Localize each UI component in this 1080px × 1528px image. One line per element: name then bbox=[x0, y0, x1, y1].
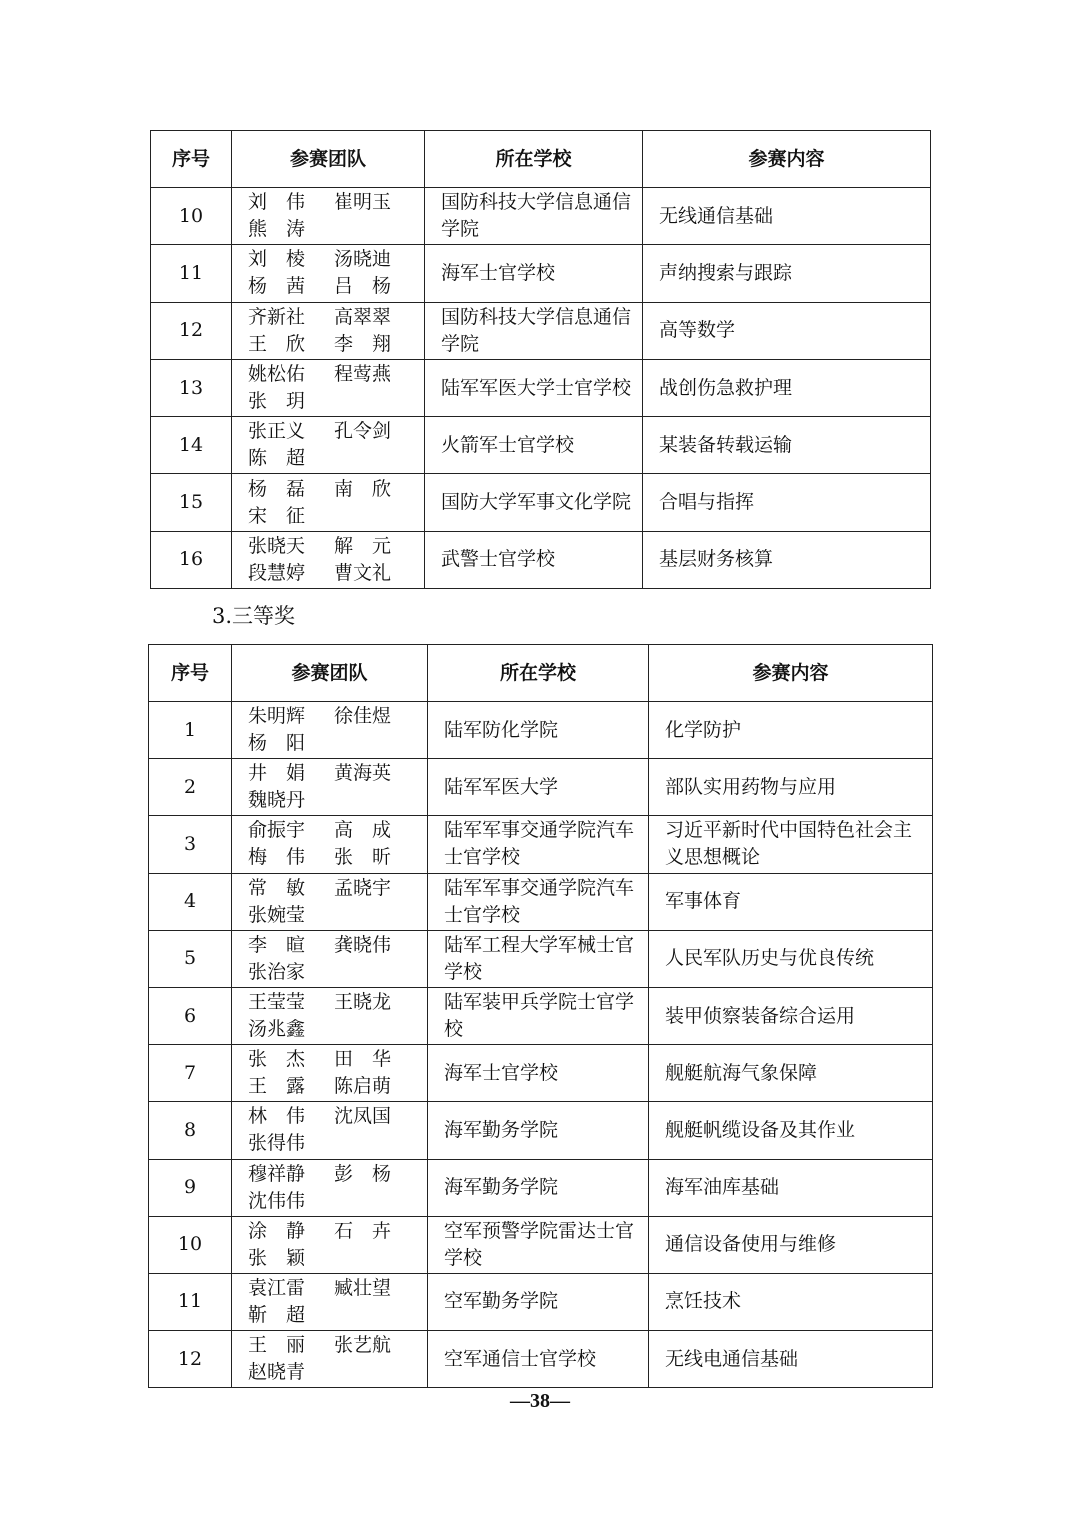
table-row bbox=[149, 1045, 933, 1102]
member-name: 张正义 bbox=[248, 420, 306, 443]
competition-content: 装甲侦察装备综合运用 bbox=[649, 987, 933, 1044]
team-line bbox=[248, 331, 424, 358]
team-line bbox=[248, 503, 424, 530]
table-body bbox=[149, 702, 933, 1388]
member-name: 王 欣 bbox=[248, 332, 306, 355]
school-name: 火箭军士官学校 bbox=[425, 417, 643, 474]
member-name: 魏晓丹 bbox=[248, 789, 306, 812]
competition-content: 舰艇帆缆设备及其作业 bbox=[649, 1102, 933, 1159]
member-name: 穆祥静 bbox=[248, 1162, 306, 1185]
member-name: 解 元 bbox=[334, 534, 392, 557]
member-name: 汤兆鑫 bbox=[248, 1018, 306, 1041]
team-line bbox=[248, 703, 427, 730]
table-header-row bbox=[149, 645, 933, 702]
competition-content: 无线通信基础 bbox=[643, 188, 931, 245]
row-number: 15 bbox=[151, 474, 232, 531]
member-name: 王莹莹 bbox=[248, 991, 306, 1014]
team-members bbox=[232, 245, 425, 302]
member-name: 王晓龙 bbox=[334, 991, 392, 1014]
header-school: 所在学校 bbox=[428, 645, 649, 702]
team-members bbox=[232, 816, 428, 873]
team-line bbox=[248, 1332, 427, 1359]
competition-content: 化学防护 bbox=[649, 702, 933, 759]
row-number: 12 bbox=[151, 302, 232, 359]
section-title-third-prize: 3.三等奖 bbox=[212, 604, 296, 628]
row-number: 11 bbox=[151, 245, 232, 302]
team-members bbox=[232, 474, 425, 531]
table-row bbox=[149, 759, 933, 816]
school-name: 陆军工程大学军械士官学校 bbox=[428, 930, 649, 987]
table-header-row bbox=[151, 131, 931, 188]
member-name: 石 卉 bbox=[334, 1219, 392, 1242]
member-name: 宋 征 bbox=[248, 504, 306, 527]
table-row bbox=[149, 816, 933, 873]
team-members bbox=[232, 359, 425, 416]
table-row bbox=[151, 188, 931, 245]
member-name: 南 欣 bbox=[334, 477, 392, 500]
team-line bbox=[248, 388, 424, 415]
awards-table-third-prize bbox=[148, 644, 933, 1388]
team-line bbox=[248, 1130, 427, 1157]
competition-content: 战创伤急救护理 bbox=[643, 359, 931, 416]
table-row bbox=[149, 1331, 933, 1388]
table-row bbox=[151, 359, 931, 416]
member-name: 陈启萌 bbox=[334, 1075, 392, 1098]
member-name: 崔明玉 bbox=[334, 191, 392, 214]
member-name: 田 华 bbox=[334, 1048, 392, 1071]
member-name: 臧壮望 bbox=[334, 1276, 392, 1299]
table-body bbox=[151, 188, 931, 589]
row-number: 11 bbox=[149, 1273, 232, 1330]
member-name: 齐新社 bbox=[248, 305, 306, 328]
team-line bbox=[248, 1188, 427, 1215]
member-name: 高翠翠 bbox=[334, 305, 392, 328]
header-team: 参赛团队 bbox=[232, 645, 428, 702]
awards-table-second-prize-continued bbox=[150, 130, 931, 589]
school-name: 陆军军医大学 bbox=[428, 759, 649, 816]
team-members bbox=[232, 1159, 428, 1216]
member-name: 张艺航 bbox=[334, 1334, 392, 1357]
header-team: 参赛团队 bbox=[232, 131, 425, 188]
team-line bbox=[248, 216, 424, 243]
member-name: 张 杰 bbox=[248, 1048, 306, 1071]
team-members bbox=[232, 417, 425, 474]
member-name: 赵晓青 bbox=[248, 1361, 306, 1384]
team-line bbox=[248, 1073, 427, 1100]
competition-content: 舰艇航海气象保障 bbox=[649, 1045, 933, 1102]
school-name: 国防大学军事文化学院 bbox=[425, 474, 643, 531]
member-name: 曹文礼 bbox=[334, 561, 392, 584]
team-line bbox=[248, 730, 427, 757]
table-row bbox=[151, 302, 931, 359]
team-members bbox=[232, 1273, 428, 1330]
member-name: 梅 伟 bbox=[248, 846, 306, 869]
member-name: 孔令剑 bbox=[334, 420, 392, 443]
table-row bbox=[149, 1102, 933, 1159]
table-row bbox=[151, 417, 931, 474]
school-name: 陆军军医大学士官学校 bbox=[425, 359, 643, 416]
row-number: 10 bbox=[149, 1216, 232, 1273]
team-line bbox=[248, 1016, 427, 1043]
team-line bbox=[248, 1302, 427, 1329]
table-row bbox=[149, 1159, 933, 1216]
school-name: 武警士官学校 bbox=[425, 531, 643, 588]
table-row bbox=[149, 987, 933, 1044]
member-name: 黄海英 bbox=[334, 762, 392, 785]
team-line bbox=[248, 1245, 427, 1272]
team-members bbox=[232, 873, 428, 930]
member-name: 张婉莹 bbox=[248, 903, 306, 926]
member-name: 李 暄 bbox=[248, 933, 306, 956]
team-members bbox=[232, 759, 428, 816]
team-line bbox=[248, 902, 427, 929]
member-name: 朱明辉 bbox=[248, 705, 306, 728]
team-line bbox=[248, 304, 424, 331]
row-number: 14 bbox=[151, 417, 232, 474]
team-line bbox=[248, 560, 424, 587]
team-members bbox=[232, 987, 428, 1044]
member-name: 林 伟 bbox=[248, 1105, 306, 1128]
member-name: 杨 阳 bbox=[248, 732, 306, 755]
school-name: 空军勤务学院 bbox=[428, 1273, 649, 1330]
team-line bbox=[248, 787, 427, 814]
header-school: 所在学校 bbox=[425, 131, 643, 188]
member-name: 李 翔 bbox=[334, 332, 392, 355]
row-number: 4 bbox=[149, 873, 232, 930]
school-name: 陆军防化学院 bbox=[428, 702, 649, 759]
school-name: 海军士官学校 bbox=[425, 245, 643, 302]
team-line bbox=[248, 1218, 427, 1245]
team-members bbox=[232, 1102, 428, 1159]
competition-content: 人民军队历史与优良传统 bbox=[649, 930, 933, 987]
team-line bbox=[248, 1161, 427, 1188]
competition-content: 烹饪技术 bbox=[649, 1273, 933, 1330]
school-name: 陆军装甲兵学院士官学校 bbox=[428, 987, 649, 1044]
member-name: 常 敏 bbox=[248, 876, 306, 899]
member-name: 王 露 bbox=[248, 1075, 306, 1098]
school-name: 空军预警学院雷达士官学校 bbox=[428, 1216, 649, 1273]
team-line bbox=[248, 875, 427, 902]
team-line bbox=[248, 273, 424, 300]
member-name: 高 成 bbox=[334, 819, 392, 842]
member-name: 刘 棱 bbox=[248, 248, 306, 271]
competition-content: 习近平新时代中国特色社会主义思想概论 bbox=[649, 816, 933, 873]
school-name: 陆军军事交通学院汽车士官学校 bbox=[428, 873, 649, 930]
member-name: 杨 磊 bbox=[248, 477, 306, 500]
header-content: 参赛内容 bbox=[649, 645, 933, 702]
team-line bbox=[248, 361, 424, 388]
header-no: 序号 bbox=[151, 131, 232, 188]
member-name: 沈伟伟 bbox=[248, 1189, 306, 1212]
header-no: 序号 bbox=[149, 645, 232, 702]
row-number: 2 bbox=[149, 759, 232, 816]
member-name: 涂 静 bbox=[248, 1219, 306, 1242]
table-row bbox=[149, 702, 933, 759]
school-name: 海军勤务学院 bbox=[428, 1159, 649, 1216]
team-line bbox=[248, 989, 427, 1016]
team-members bbox=[232, 302, 425, 359]
row-number: 8 bbox=[149, 1102, 232, 1159]
team-members bbox=[232, 930, 428, 987]
competition-content: 高等数学 bbox=[643, 302, 931, 359]
school-name: 海军士官学校 bbox=[428, 1045, 649, 1102]
competition-content: 基层财务核算 bbox=[643, 531, 931, 588]
member-name: 孟晓宇 bbox=[334, 876, 392, 899]
row-number: 1 bbox=[149, 702, 232, 759]
member-name: 汤晓迪 bbox=[334, 248, 392, 271]
table-row bbox=[149, 873, 933, 930]
team-line bbox=[248, 817, 427, 844]
team-line bbox=[248, 932, 427, 959]
school-name: 陆军军事交通学院汽车士官学校 bbox=[428, 816, 649, 873]
member-name: 吕 杨 bbox=[334, 275, 392, 298]
member-name: 刘 伟 bbox=[248, 191, 306, 214]
school-name: 国防科技大学信息通信学院 bbox=[425, 188, 643, 245]
member-name: 王 丽 bbox=[248, 1334, 306, 1357]
team-line bbox=[248, 418, 424, 445]
team-line bbox=[248, 189, 424, 216]
team-members bbox=[232, 1045, 428, 1102]
team-line bbox=[248, 1103, 427, 1130]
team-line bbox=[248, 246, 424, 273]
row-number: 5 bbox=[149, 930, 232, 987]
member-name: 段慧婷 bbox=[248, 561, 306, 584]
row-number: 7 bbox=[149, 1045, 232, 1102]
member-name: 熊 涛 bbox=[248, 218, 306, 241]
competition-content: 海军油库基础 bbox=[649, 1159, 933, 1216]
competition-content: 部队实用药物与应用 bbox=[649, 759, 933, 816]
team-members bbox=[232, 188, 425, 245]
competition-content: 某装备转载运输 bbox=[643, 417, 931, 474]
team-members bbox=[232, 702, 428, 759]
page-number: —38— bbox=[510, 1390, 570, 1412]
header-content: 参赛内容 bbox=[643, 131, 931, 188]
member-name: 张 昕 bbox=[334, 846, 392, 869]
team-line bbox=[248, 959, 427, 986]
team-members bbox=[232, 1216, 428, 1273]
member-name: 张得伟 bbox=[248, 1132, 306, 1155]
team-line bbox=[248, 1359, 427, 1386]
team-members bbox=[232, 531, 425, 588]
member-name: 姚松佑 bbox=[248, 363, 306, 386]
member-name: 张治家 bbox=[248, 960, 306, 983]
school-name: 海军勤务学院 bbox=[428, 1102, 649, 1159]
row-number: 12 bbox=[149, 1331, 232, 1388]
row-number: 9 bbox=[149, 1159, 232, 1216]
competition-content: 合唱与指挥 bbox=[643, 474, 931, 531]
competition-content: 通信设备使用与维修 bbox=[649, 1216, 933, 1273]
team-line bbox=[248, 1046, 427, 1073]
competition-content: 无线电通信基础 bbox=[649, 1331, 933, 1388]
member-name: 彭 杨 bbox=[334, 1162, 392, 1185]
team-line bbox=[248, 760, 427, 787]
member-name: 程莺燕 bbox=[334, 363, 392, 386]
member-name: 张 玥 bbox=[248, 390, 306, 413]
table-row bbox=[151, 474, 931, 531]
member-name: 龚晓伟 bbox=[334, 933, 392, 956]
team-members bbox=[232, 1331, 428, 1388]
competition-content: 声纳搜索与跟踪 bbox=[643, 245, 931, 302]
team-line bbox=[248, 1275, 427, 1302]
competition-content: 军事体育 bbox=[649, 873, 933, 930]
school-name: 空军通信士官学校 bbox=[428, 1331, 649, 1388]
member-name: 张晓天 bbox=[248, 534, 306, 557]
member-name: 井 娟 bbox=[248, 762, 306, 785]
table-row bbox=[149, 930, 933, 987]
row-number: 10 bbox=[151, 188, 232, 245]
member-name: 袁江雷 bbox=[248, 1276, 306, 1299]
row-number: 3 bbox=[149, 816, 232, 873]
member-name: 徐佳煜 bbox=[334, 705, 392, 728]
member-name: 俞振宇 bbox=[248, 819, 306, 842]
table-row bbox=[149, 1216, 933, 1273]
row-number: 6 bbox=[149, 987, 232, 1044]
team-line bbox=[248, 844, 427, 871]
team-line bbox=[248, 533, 424, 560]
table-row bbox=[149, 1273, 933, 1330]
member-name: 沈凤国 bbox=[334, 1105, 392, 1128]
member-name: 陈 超 bbox=[248, 447, 306, 470]
team-line bbox=[248, 476, 424, 503]
row-number: 13 bbox=[151, 359, 232, 416]
school-name: 国防科技大学信息通信学院 bbox=[425, 302, 643, 359]
member-name: 杨 茜 bbox=[248, 275, 306, 298]
member-name: 靳 超 bbox=[248, 1303, 306, 1326]
table-row bbox=[151, 531, 931, 588]
team-line bbox=[248, 445, 424, 472]
member-name: 张 颖 bbox=[248, 1246, 306, 1269]
table-row bbox=[151, 245, 931, 302]
row-number: 16 bbox=[151, 531, 232, 588]
